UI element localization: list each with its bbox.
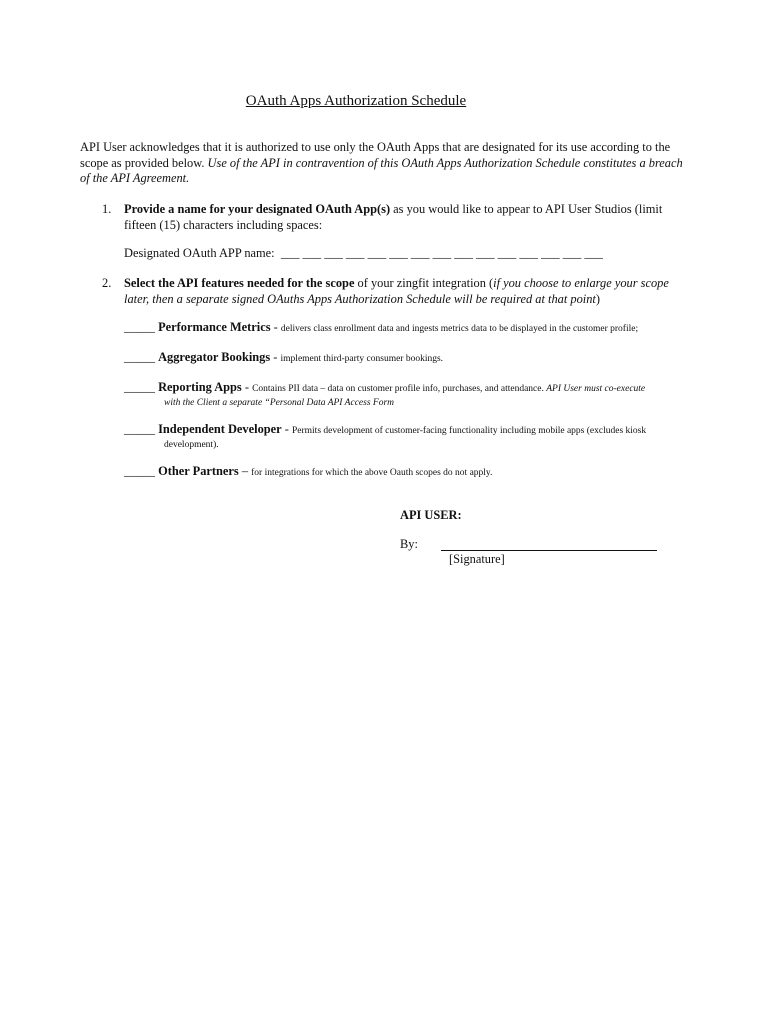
option-description-continued: development). [164,440,219,450]
app-name-field[interactable] [124,246,624,262]
option-name: Aggregator Bookings [158,350,271,364]
option-name: Reporting Apps [158,380,242,394]
item-1-text [124,202,684,233]
item-2-body: of your zingfit integration ( [354,276,494,290]
option-name: Other Partners [158,464,239,478]
option-checkbox-blank[interactable]: _____ [124,464,155,478]
option-description: Contains PII data – data on customer profile info, purchases, and attendance. [252,384,547,394]
option-checkbox-blank[interactable]: _____ [124,380,155,394]
signature-line[interactable] [441,550,657,551]
option-separator: - [270,320,281,334]
option-independent-developer [124,422,684,452]
by-label: By: [400,537,418,551]
option-description: delivers class enrollment data and ingests metrics data to be displayed in the customer profile; [280,324,639,334]
item-1-number: 1. [102,202,112,216]
item-2-number: 2. [102,276,112,290]
item-1-body: as you would like to appear to API User Studios (limit fifteen (15) characters including spaces: [124,202,663,232]
document-title: OAuth Apps Authorization Schedule [245,93,467,109]
option-description-continued: with the Client a separate “Personal Data API Access Form [164,398,395,408]
item-2-text [124,276,684,307]
item-1-bold: Provide a name for your designated OAuth App(s) [124,202,391,216]
option-other-partners [124,464,684,481]
option-checkbox-blank[interactable]: _____ [124,422,155,436]
option-separator: – [238,464,252,478]
intro-paragraph [80,140,688,187]
app-name-label: Designated OAuth APP name: [124,246,275,260]
item-2-italic: if you choose to enlarge your scope later, then a separate signed OAuths Apps Authorization Schedule will be required at that point [124,276,669,306]
option-reporting-apps [124,380,684,410]
option-description: for integrations for which the above Oauth scopes do not apply. [251,468,493,478]
api-user-heading: API USER: [400,508,462,522]
option-description: Permits development of customer-facing functionality including mobile apps (excludes kiosk [291,426,647,436]
option-checkbox-blank[interactable]: _____ [124,320,155,334]
option-description: implement third-party consumer bookings. [280,354,444,364]
option-separator: - [241,380,253,394]
option-checkbox-blank[interactable]: _____ [124,350,155,364]
signature-label: [Signature] [449,552,505,566]
item-2-close: ) [595,291,600,306]
app-name-blanks[interactable]: ___ ___ ___ ___ ___ ___ ___ ___ ___ ___ ___ ___ ___ ___ ___ [280,246,603,260]
option-name: Performance Metrics [158,320,271,334]
option-description-italic: API User must co-execute [546,384,646,394]
option-performance-metrics [124,320,684,337]
item-2-bold: Select the API features needed for the scope [124,276,355,290]
option-aggregator-bookings [124,350,684,367]
option-separator: - [270,350,281,364]
option-name: Independent Developer [158,422,282,436]
intro-italic-text: Use of the API in contravention of this OAuth Apps Authorization Schedule constitutes a breach of the API Agreement. [80,155,683,185]
option-separator: - [281,422,292,436]
intro-text: API User acknowledges that it is authorized to use only the OAuth Apps that are designated for its use according to the scope as provided below. [80,140,671,170]
